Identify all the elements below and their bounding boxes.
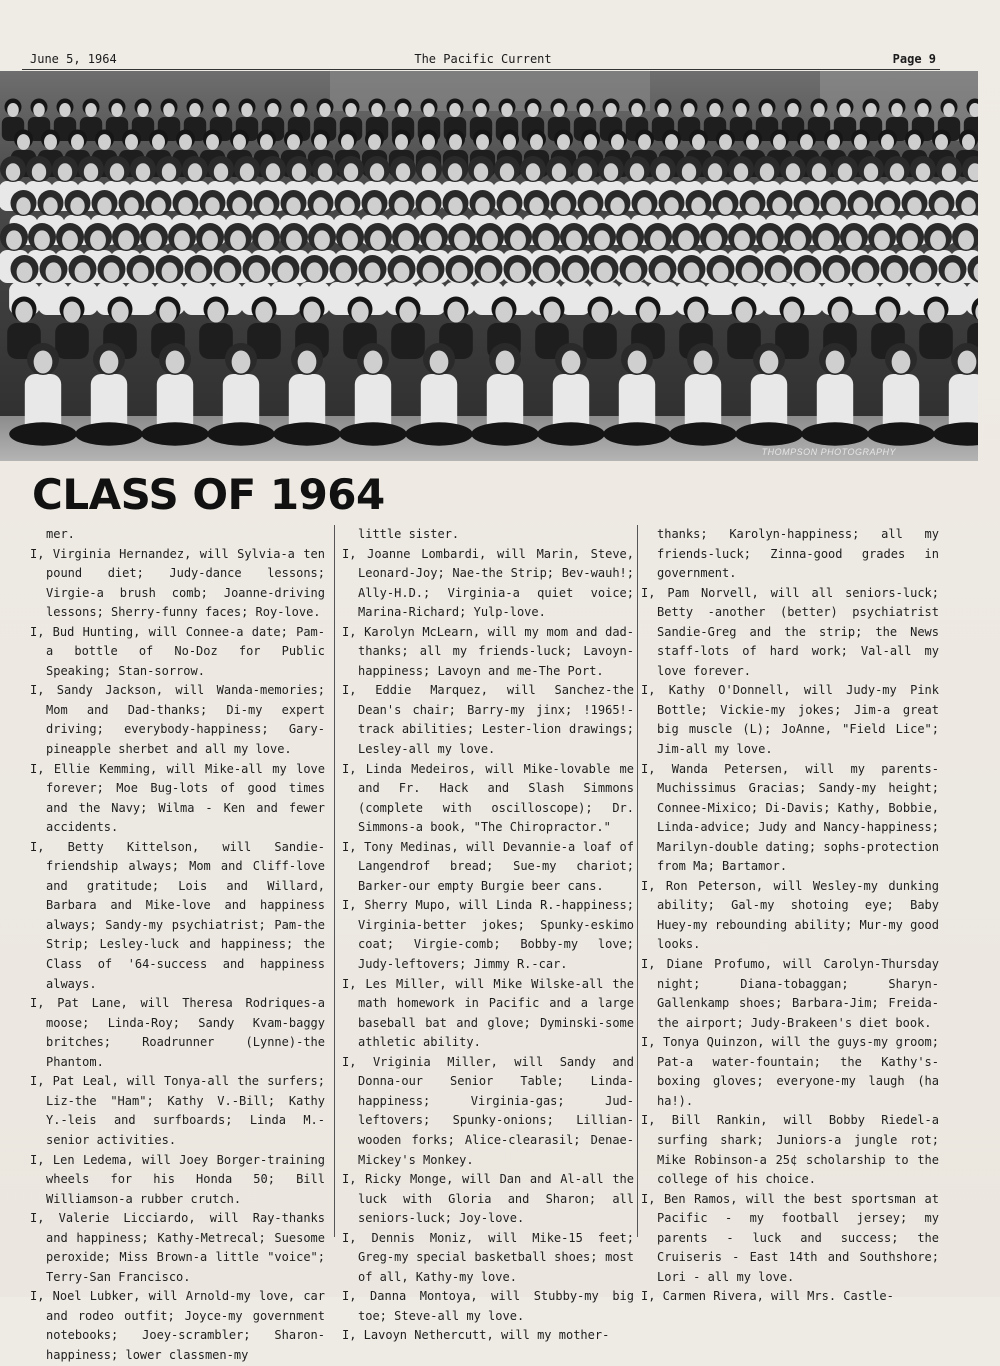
will-entry: I, Joanne Lombardi, will Marin, Steve, Leonard-Joy; Nae-the Strip; Bev-wauh!; Ally-H.D.; Virginia-a quiet voice; Marina-Richard; Yulp-love. bbox=[342, 546, 634, 620]
will-entry: I, Sherry Mupo, will Linda R.-happiness; Virginia-better jokes; Spunky-eskimo coat; Virgie-comb; Bobby-my love; Judy-leftovers; Jimmy R.-car. bbox=[342, 898, 634, 972]
will-entry: I, Tonya Quinzon, will the guys-my groom; Pat-a water-fountain; the Kathy's-boxing gloves; everyone-my laugh (ha ha!). bbox=[641, 1035, 939, 1108]
headline: CLASS OF 1964 bbox=[32, 470, 385, 519]
will-entry: I, Ben Ramos, will the best sportsman at Pacific - my football jersey; my parents - luck and success; the Cruiseris - East 14th and Southshore; Lori - all my love. bbox=[641, 1191, 939, 1284]
will-entry: I, Pam Norvell, will all seniors-luck; Betty -another (better) psychiatrist Sandie-Greg and the strip; the News staff-lots of hard work; Val-all my love forever. bbox=[641, 585, 939, 678]
will-entry: I, Pat Lane, will Theresa Rodriques-a moose; Linda-Roy; Sandy Kvam-baggy britches; Roadrunner (Lynne)-the Phantom. bbox=[30, 996, 325, 1069]
article-column-2 bbox=[342, 525, 634, 1346]
will-entry: I, Ellie Kemming, will Mike-all my love forever; Moe Bug-lots of good times and the Navy; Wilma - Ken and fewer accidents. bbox=[30, 761, 325, 835]
will-entry: I, Karolyn McLearn, will my mom and dad-thanks; all my friends-luck; Lavoyn-happiness; Lavoyn and me-The Port. bbox=[342, 624, 634, 678]
will-entry: little sister. bbox=[358, 527, 460, 541]
will-entry: I, Lavoyn Nethercutt, will my mother- bbox=[342, 1328, 610, 1343]
will-entry: I, Tony Medinas, will Devannie-a loaf of Langendrof bread; Sue-my chariot; Barker-our empty Burgie beer cans. bbox=[342, 839, 634, 893]
newspaper-title: The Pacific Current bbox=[414, 52, 552, 66]
will-entry: I, Diane Profumo, will Carolyn-Thursday night; Diana-tobaggan; Sharyn-Gallenkamp shoes; Barbara-Jim; Freida-the airport; Judy-Brakeen's diet book. bbox=[641, 957, 939, 1030]
will-entry: I, Les Miller, will Mike Wilske-all the math homework in Pacific and a large baseball bat and glove; Dyminski-some athletic ability. bbox=[342, 976, 634, 1050]
article-column-3 bbox=[641, 525, 939, 1307]
page-header bbox=[30, 52, 936, 68]
will-entry: thanks; Karolyn-happiness; all my friends-luck; Zinna-good grades in government. bbox=[657, 527, 939, 581]
will-entry: I, Carmen Rivera, will Mrs. Castle- bbox=[641, 1289, 894, 1304]
header-rule bbox=[22, 69, 940, 70]
column-divider bbox=[334, 525, 335, 1237]
will-entry: I, Len Ledema, will Joey Borger-training wheels for his Honda 50; Bill Williamson-a rubber crutch. bbox=[30, 1152, 325, 1206]
will-entry: I, Dennis Moniz, will Mike-15 feet; Greg-my special basketball shoes; most of all, Kathy-my love. bbox=[342, 1230, 634, 1284]
will-entry: I, Betty Kittelson, will Sandie-friendship always; Mom and Cliff-love and gratitude; Lois and Willard, Barbara and Mike-love and happiness always; Sandy-my psychiatrist; Pam-the Strip; Lesley-luck and happiness; the Class of '64-success and happiness always. bbox=[30, 839, 325, 991]
will-entry: I, Eddie Marquez, will Sanchez-the Dean's chair; Barry-my jinx; !1965!-track abilities; Lester-lion drawings; Lesley-all my love. bbox=[342, 683, 634, 757]
column-divider bbox=[637, 525, 638, 1237]
class-photo-image bbox=[0, 71, 978, 461]
will-entry: I, Pat Leal, will Tonya-all the surfers; Liz-the "Ham"; Kathy V.-Bill; Kathy Y.-leis and surfboards; Linda M.-senior activities. bbox=[30, 1074, 325, 1147]
photo-credit: THOMPSON PHOTOGRAPHY bbox=[761, 447, 896, 457]
will-entry: I, Bud Hunting, will Connee-a date; Pam-a bottle of No-Doz for Public Speaking; Stan-sorrow. bbox=[30, 624, 325, 678]
will-entry: I, Ricky Monge, will Dan and Al-all the luck with Gloria and Sharon; all seniors-luck; Joy-love. bbox=[342, 1172, 634, 1226]
will-entry: I, Bill Rankin, will Bobby Riedel-a surfing shark; Juniors-a jungle rot; Mike Robinson-a 25¢ scholarship to the college of his choice. bbox=[641, 1113, 939, 1187]
issue-date: June 5, 1964 bbox=[30, 52, 117, 66]
page-number: Page 9 bbox=[892, 52, 936, 66]
will-entry: I, Sandy Jackson, will Wanda-memories; Mom and Dad-thanks; Di-my expert driving; everybody-happiness; Gary-pineapple sherbet and all my love. bbox=[30, 683, 325, 757]
class-photo bbox=[0, 71, 978, 461]
will-entry: I, Valerie Licciardo, will Ray-thanks and happiness; Kathy-Metrecal; Suesome peroxide; Miss Brown-a little "voice"; Terry-San Francisco. bbox=[30, 1211, 325, 1284]
will-entry: I, Virginia Hernandez, will Sylvia-a ten pound diet; Judy-dance lessons; Virgie-a brush comb; Joanne-driving lessons; Sherry-funny faces; Roy-love. bbox=[30, 546, 325, 620]
will-entry: I, Ron Peterson, will Wesley-my dunking ability; Gal-my shotoing eye; Baby Huey-my rebounding ability; Mur-my good looks. bbox=[641, 878, 939, 952]
will-entry: I, Danna Montoya, will Stubby-my big toe; Steve-all my love. bbox=[342, 1289, 634, 1323]
will-entry: mer. bbox=[46, 527, 75, 541]
will-entry: I, Wanda Petersen, will my parents-Muchissimus Gracias; Sandy-my height; Connee-Mixico; Di-Davis; Kathy, Bobbie, Linda-advice; Judy and Nancy-happiness; Marilyn-double dating; sophs-protection from Ma; Bartamor. bbox=[641, 761, 939, 874]
article-column-1 bbox=[30, 525, 325, 1366]
will-entry: I, Kathy O'Donnell, will Judy-my Pink Bottle; Vickie-my jokes; Jim-a great big muscle (L); JoAnne, "Field Lice"; Jim-all my love. bbox=[641, 683, 939, 757]
will-entry: I, Vriginia Miller, will Sandy and Donna-our Senior Table; Linda-happiness; Virginia-gas; Jud-leftovers; Spunky-onions; Lillian-wooden forks; Alice-clearasil; Denae-Mickey's Monkey. bbox=[342, 1054, 634, 1167]
will-entry: I, Noel Lubker, will Arnold-my love, car and rodeo outfit; Joyce-my government notebooks; Joey-scrambler; Sharon-happiness; lower classmen-my bbox=[30, 1289, 325, 1362]
will-entry: I, Linda Medeiros, will Mike-lovable me and Fr. Hack and Slash Simmons (complete with oscilloscope); Dr. Simmons-a book, "The Chiropractor." bbox=[342, 761, 634, 835]
